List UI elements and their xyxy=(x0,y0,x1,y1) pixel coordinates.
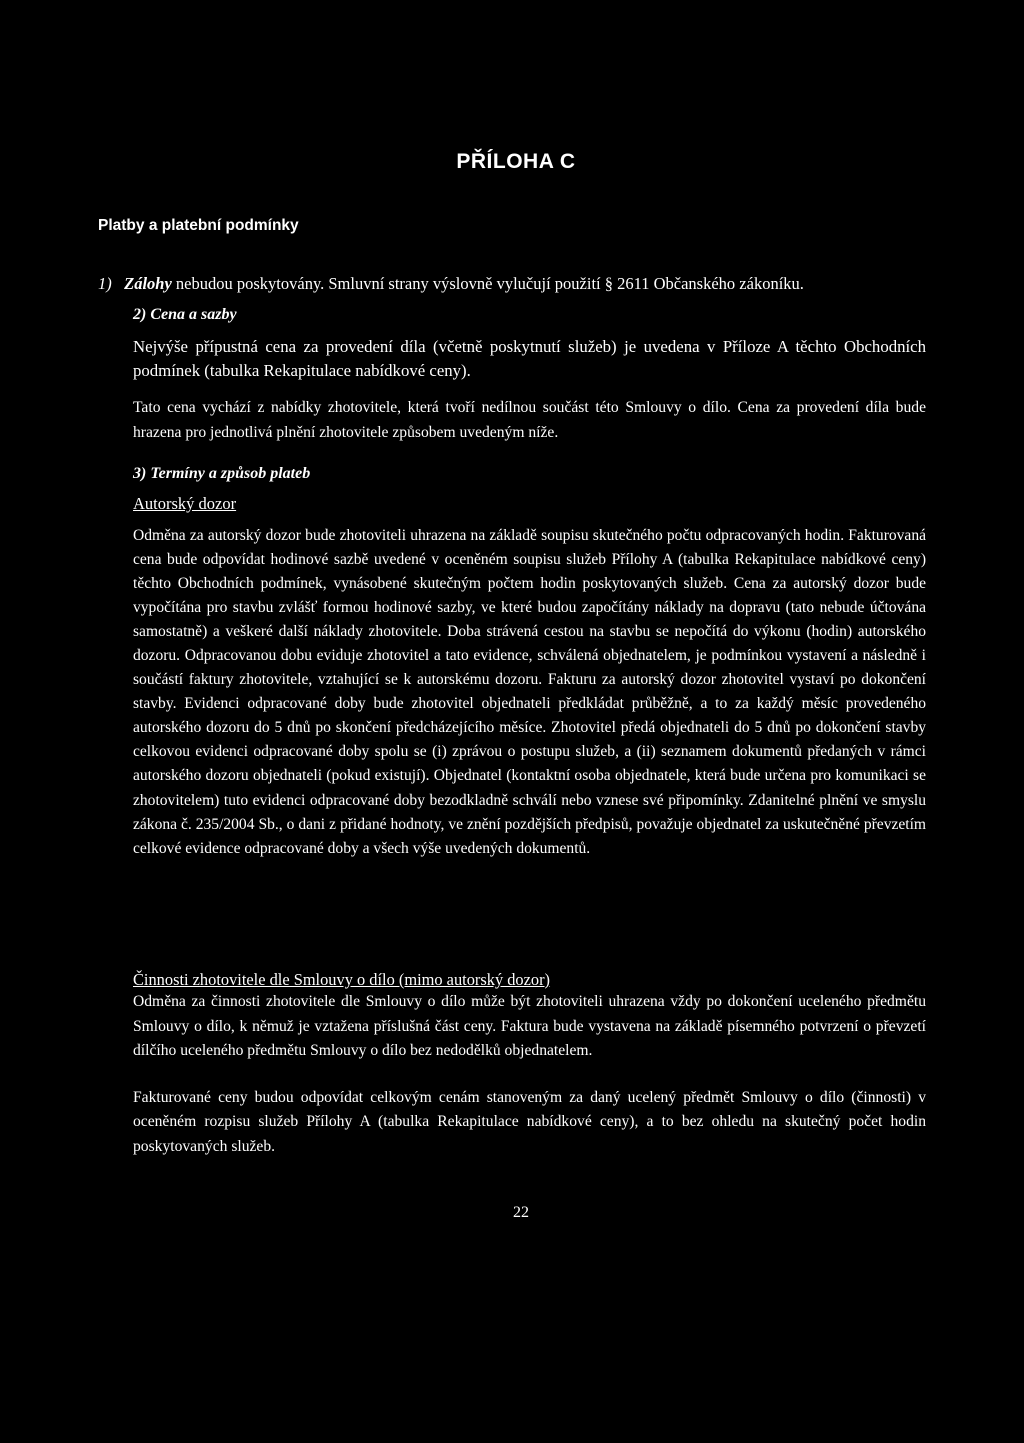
clause-1-number: 1) xyxy=(98,274,112,293)
clause-3-title: 3) Termíny a způsob plateb xyxy=(133,465,311,482)
subsection-contractor-activities: Činnosti zhotovitele dle Smlouvy o dílo (mimo autorský dozor) xyxy=(133,970,551,989)
clause-2-paragraph-1: Nejvýše přípustná cena za provedení díla (včetně poskytnutí služeb) je uvedena v Příloze A těchto Obchodních podmínek (tabulka Rekapitulace nabídkové ceny). xyxy=(133,337,926,380)
contractor-activities-paragraph-2: Fakturované ceny budou odpovídat celkovým cenám stanoveným za daný ucelený předmět Smlouvy o dílo (činnosti) v oceněném rozpisu služeb Přílohy A (tabulka Rekapitulace nabídkové ceny), a to bez ohledu na skutečný počet hodin poskytovaných služeb. xyxy=(133,1089,926,1155)
clause-1-emphasis: Zálohy xyxy=(124,274,172,293)
clause-1 xyxy=(98,272,938,296)
clause-2-paragraph-2: Tato cena vychází z nabídky zhotovitele, která tvoří nedílnou součást této Smlouvy o dílo. Cena za provedení díla bude hrazena pro jednotlivá plnění zhotovitele způsobem uvedeným níže. xyxy=(133,399,926,441)
contractor-activities-paragraph-1: Odměna za činnosti zhotovitele dle Smlouvy o dílo může být zhotoviteli uhrazena vždy po dokončení uceleného předmětu Smlouvy o dílo, k němuž je vztažena příslušná část ceny. Faktura bude vystavena na základě písemného potvrzení o převzetí dílčího uceleného předmětu Smlouvy o dílo bez nedodělků objednatelem. xyxy=(133,993,926,1060)
subsection-author-supervision: Autorský dozor xyxy=(133,494,237,513)
clause-1-text: nebudou poskytovány. Smluvní strany výslovně vylučují použití § 2611 Občanského zákoníku. xyxy=(171,274,804,293)
author-supervision-paragraph: Odměna za autorský dozor bude zhotoviteli uhrazena na základě soupisu skutečného počtu odpracovaných hodin. Fakturovaná cena bude odpovídat hodinové sazbě uvedené v oceněném soupisu služeb Přílohy A (tabulka Rekapitulace nabídkové ceny) těchto Obchodních podmínek, vynásobené skutečným počtem hodin poskytovaných služeb. Cena za autorský dozor bude vypočítána pro stavbu zvlášť formou hodinové sazby, ve které budou započítány náklady na dopravu (tato nebude účtována samostatně) a veškeré další náklady zhotovitele. Doba strávená cestou na stavbu se nepočítá do výkonu (hodin) autorského dozoru. Odpracovanou dobu eviduje zhotovitel a tato evidence, schválená objednatelem, je podmínkou vystavení a následně i součástí faktury zhotovitele, vztahující se k autorskému dozoru. Fakturu za autorský dozor zhotovitel vystaví po dokončení stavby. Evidenci odpracované doby bude zhotovitel objednateli předkládat průběžně, a to za každý měsíc provedeného autorského dozoru do 5 dnů po skončení předcházejícího měsíce. Zhotovitel předá objednateli do 5 dnů po dokončení stavby celkovou evidenci odpracované doby spolu se (i) zprávou o postupu služeb, a (ii) seznamem dokumentů předaných v rámci autorského dozoru objednateli (pokud existují). Objednatel (kontaktní osoba objednatele, která bude určena pro komunikaci se zhotovitelem) tuto evidenci odpracované doby bezodkladně schválí nebo vznese své připomínky. Zdanitelné plnění ve smyslu zákona č. 235/2004 Sb., o dani z přidané hodnoty, ve znění pozdějších předpisů, považuje objednatel za uskutečněné převzetím celkové evidence odpracované doby a všech výše uvedených dokumentů. xyxy=(133,527,926,857)
section-heading: Platby a platební podmínky xyxy=(98,217,299,234)
clause-2-title: 2) Cena a sazby xyxy=(133,306,237,323)
page-title: PŘÍLOHA C xyxy=(456,150,576,173)
page-number: 22 xyxy=(513,1204,529,1221)
